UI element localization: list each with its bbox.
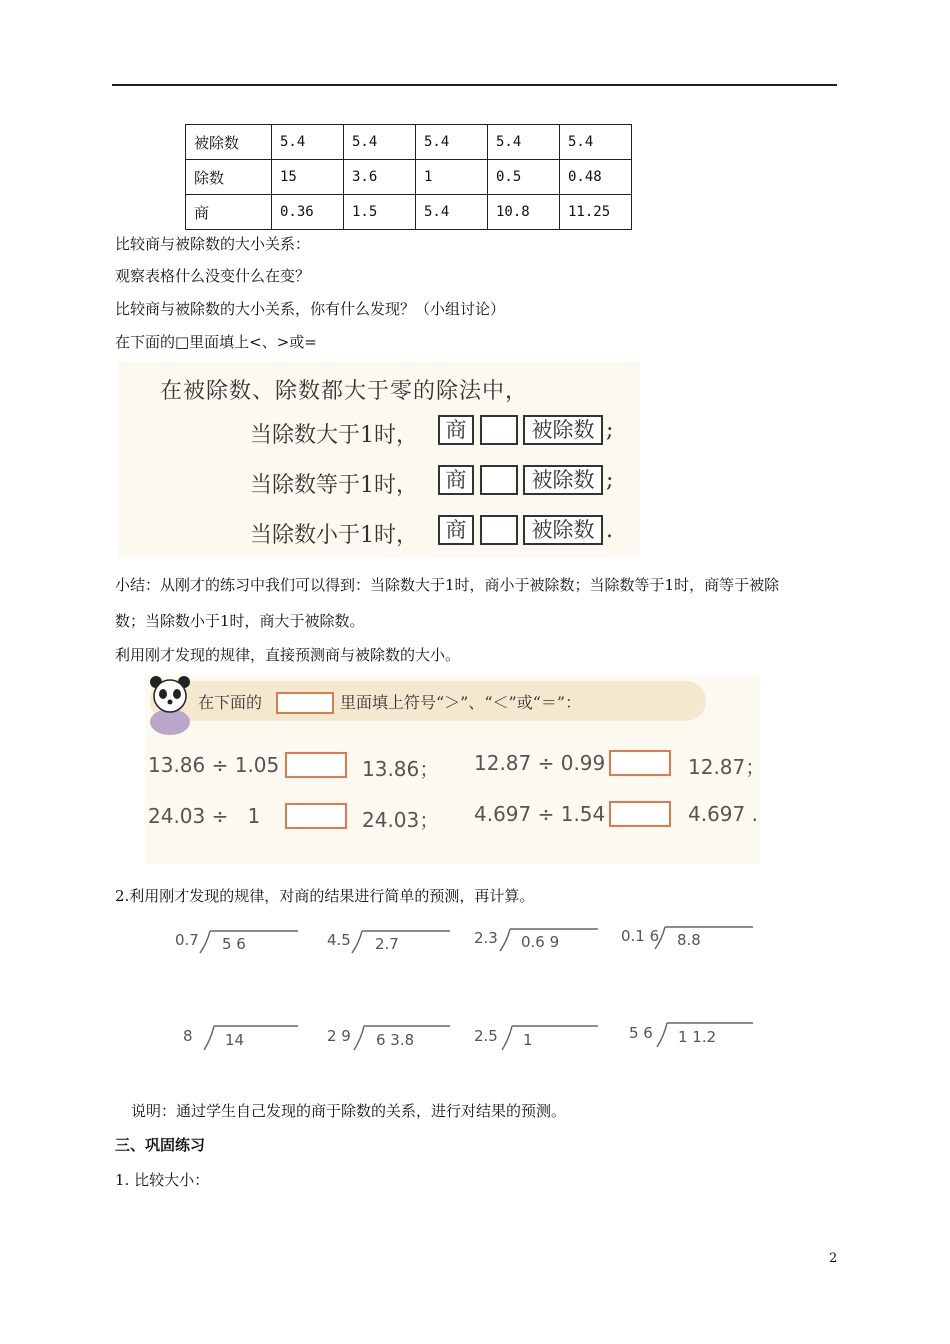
rule-row-end: . <box>606 518 613 543</box>
division-bracket <box>350 929 452 955</box>
rule-row-condition: 当除数小于1时， <box>250 523 418 548</box>
dividend: 0.6 9 <box>521 933 560 951</box>
table-cell: 1.5 <box>344 195 416 230</box>
banner-text-before: 在下面的 <box>198 693 263 712</box>
divisor: 2 9 <box>327 1027 351 1045</box>
dividend: 2.7 <box>375 935 399 953</box>
table-cell: 5.4 <box>416 195 488 230</box>
section3-heading: 三、巩固练习 <box>115 1136 206 1154</box>
dividend: 5 6 <box>222 935 246 953</box>
quotient-label-box: 商 <box>438 515 474 545</box>
answer-box[interactable] <box>480 465 518 495</box>
compare-value: 24.03； <box>362 808 440 832</box>
row-label: 商 <box>186 195 272 230</box>
quotient-label-box: 商 <box>438 465 474 495</box>
answer-box[interactable] <box>480 415 518 445</box>
table-cell: 5.4 <box>272 125 344 160</box>
division-bracket <box>500 1024 600 1052</box>
table-cell: 5.4 <box>560 125 632 160</box>
answer-box[interactable] <box>480 515 518 545</box>
row-label: 被除数 <box>186 125 272 160</box>
table-cell: 0.36 <box>272 195 344 230</box>
quotient-label-box: 商 <box>438 415 474 445</box>
panda-icon <box>146 672 194 736</box>
dividend: 1 <box>523 1031 533 1049</box>
banner-text-after: 里面填上符号“＞”、“＜”或“＝”： <box>340 693 582 712</box>
page-number: 2 <box>829 1251 838 1266</box>
divisor: 4.5 <box>327 931 351 949</box>
division-bracket <box>202 1024 300 1052</box>
summary-line-2: 数；当除数小于1时，商大于被除数。 <box>115 612 365 630</box>
rule-row-condition: 当除数大于1时， <box>250 423 418 448</box>
dividend-label-box: 被除数 <box>523 465 603 495</box>
table-cell: 3.6 <box>344 160 416 195</box>
answer-box[interactable] <box>285 752 347 778</box>
answer-box[interactable] <box>609 801 671 827</box>
compare-value: 13.86； <box>362 757 440 781</box>
division-expression: 13.86 ÷ 1.05 <box>148 753 280 777</box>
table-cell: 10.8 <box>488 195 560 230</box>
compare-value: 12.87； <box>688 755 766 779</box>
table-cell: 11.25 <box>560 195 632 230</box>
table-row <box>186 125 632 160</box>
dividend-label-box: 被除数 <box>523 415 603 445</box>
divisor: 5 6 <box>629 1024 653 1042</box>
division-bracket <box>198 929 300 955</box>
symbol-box-sample <box>276 692 334 714</box>
table-cell: 0.48 <box>560 160 632 195</box>
division-expression: 4.697 ÷ 1.54 <box>474 802 606 826</box>
table-cell: 1 <box>416 160 488 195</box>
section2-title: 2.利用刚才发现的规律，对商的结果进行简单的预测，再计算。 <box>115 887 535 905</box>
table-cell: 5.4 <box>416 125 488 160</box>
divisor: 0.1 6 <box>621 927 660 945</box>
predict-line: 利用刚才发现的规律，直接预测商与被除数的大小。 <box>115 646 461 664</box>
divisor: 2.5 <box>474 1027 498 1045</box>
table-cell: 15 <box>272 160 344 195</box>
division-expression: 12.87 ÷ 0.99 <box>474 751 606 775</box>
rule-panel-title: 在被除数、除数都大于零的除法中， <box>160 379 529 404</box>
rule-row-end: ; <box>606 468 614 493</box>
division-table <box>185 124 632 230</box>
dividend: 6 3.8 <box>376 1031 415 1049</box>
answer-box[interactable] <box>285 803 347 829</box>
divisor: 0.7 <box>175 931 199 949</box>
rule-row-condition: 当除数等于1时， <box>250 473 418 498</box>
table-cell: 5.4 <box>344 125 416 160</box>
dividend: 14 <box>225 1031 245 1049</box>
discover-line: 比较商与被除数的大小关系，你有什么发现？（小组讨论） <box>115 300 506 318</box>
answer-box[interactable] <box>609 750 671 776</box>
compare-line: 比较商与被除数的大小关系： <box>115 235 311 253</box>
division-expression: 24.03 ÷ 1 <box>148 804 261 828</box>
table-row <box>186 195 632 230</box>
table-cell: 0.5 <box>488 160 560 195</box>
dividend-label-box: 被除数 <box>523 515 603 545</box>
summary-line-1: 小结：从刚才的练习中我们可以得到：当除数大于1时，商小于被除数；当除数等于1时，商等于被除 <box>115 576 780 594</box>
divisor: 8 <box>183 1027 193 1045</box>
header-rule <box>112 84 837 86</box>
dividend: 1 1.2 <box>678 1028 717 1046</box>
dividend: 8.8 <box>677 931 701 949</box>
rule-row-end: ; <box>606 418 614 443</box>
compare-value: 4.697 . <box>688 802 758 826</box>
division-bracket <box>653 925 755 951</box>
table-cell: 5.4 <box>488 125 560 160</box>
divisor: 2.3 <box>474 929 498 947</box>
exercise-item-1: 1. 比较大小： <box>115 1171 210 1189</box>
row-label: 除数 <box>186 160 272 195</box>
observe-line: 观察表格什么没变什么在变？ <box>115 267 311 285</box>
table-row <box>186 160 632 195</box>
fill-instruction: 在下面的□里面填上<、>或= <box>115 333 317 351</box>
explanation-note: 说明：通过学生自己发现的商于除数的关系，进行对结果的预测。 <box>131 1102 567 1120</box>
